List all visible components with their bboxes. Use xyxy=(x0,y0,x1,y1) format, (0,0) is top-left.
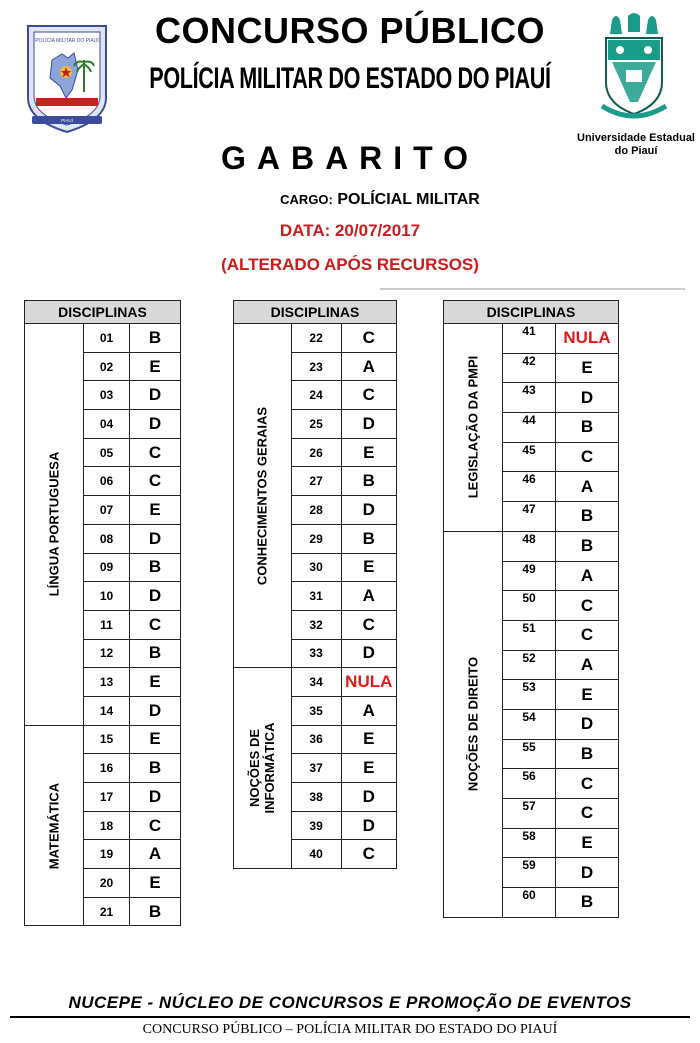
discipline-cell xyxy=(234,668,292,869)
page-subtitle: POLÍCIA MILITAR DO ESTADO DO PIAUÍ xyxy=(149,62,551,95)
question-number: 11 xyxy=(84,610,130,639)
answer-row xyxy=(234,668,397,697)
question-number: 04 xyxy=(84,410,130,439)
page-title: CONCURSO PÚBLICO xyxy=(154,10,545,51)
question-number: 36 xyxy=(291,725,341,754)
gabarito-heading: GABARITO xyxy=(220,140,480,176)
answer-value: NULA xyxy=(341,668,396,697)
answer-value: C xyxy=(130,438,181,467)
discipline-cell xyxy=(25,725,84,926)
answer-value: B xyxy=(130,324,181,353)
discipline-name: LEGISLAÇÃO DA PMPI xyxy=(465,356,481,499)
question-number: 54 xyxy=(503,709,556,739)
answer-value: D xyxy=(341,639,396,668)
discipline-name: NOÇÕES DE INFORMÁTICA xyxy=(247,722,278,814)
question-number: 10 xyxy=(84,582,130,611)
question-number: 16 xyxy=(84,754,130,783)
answer-value: E xyxy=(556,680,619,710)
answer-value: E xyxy=(130,725,181,754)
answer-row xyxy=(444,531,619,561)
answer-value: A xyxy=(341,582,396,611)
question-number: 18 xyxy=(84,811,130,840)
question-number: 31 xyxy=(291,582,341,611)
question-number: 06 xyxy=(84,467,130,496)
footer-divider xyxy=(10,1016,690,1018)
question-number: 15 xyxy=(84,725,130,754)
answer-value: D xyxy=(130,783,181,812)
question-number: 45 xyxy=(503,442,556,472)
answer-value: NULA xyxy=(556,324,619,354)
question-number: 44 xyxy=(503,413,556,443)
footer-organization: NUCEPE - NÚCLEO DE CONCURSOS E PROMOÇÃO DE EVENTOS xyxy=(68,993,632,1012)
answer-value: C xyxy=(341,840,396,869)
answer-value: D xyxy=(130,381,181,410)
answer-value: E xyxy=(341,754,396,783)
answer-value: D xyxy=(341,410,396,439)
question-number: 53 xyxy=(503,680,556,710)
answer-value: A xyxy=(556,561,619,591)
answer-value: E xyxy=(130,869,181,898)
cargo-value: POLÍCIAL MILITAR xyxy=(337,191,480,208)
answer-value: D xyxy=(556,709,619,739)
answer-value: C xyxy=(556,620,619,650)
question-number: 02 xyxy=(84,352,130,381)
question-number: 58 xyxy=(503,828,556,858)
question-number: 25 xyxy=(291,410,341,439)
answer-value: D xyxy=(341,496,396,525)
question-number: 47 xyxy=(503,502,556,532)
answer-row xyxy=(25,725,181,754)
question-number: 46 xyxy=(503,472,556,502)
answer-row xyxy=(25,324,181,353)
answer-value: E xyxy=(130,668,181,697)
question-number: 49 xyxy=(503,561,556,591)
discipline-cell xyxy=(444,531,503,917)
question-number: 19 xyxy=(84,840,130,869)
answer-value: B xyxy=(556,413,619,443)
question-number: 14 xyxy=(84,696,130,725)
question-number: 29 xyxy=(291,524,341,553)
question-number: 41 xyxy=(503,324,556,354)
question-number: 42 xyxy=(503,353,556,383)
question-number: 13 xyxy=(84,668,130,697)
answer-value: D xyxy=(130,410,181,439)
answer-value: E xyxy=(556,353,619,383)
question-number: 30 xyxy=(291,553,341,582)
question-number: 22 xyxy=(291,324,341,353)
discipline-name: LÍNGUA PORTUGUESA xyxy=(46,451,62,597)
cargo-line xyxy=(0,191,700,209)
university-name: Universidade Estadual do Piauí xyxy=(577,132,695,157)
question-number: 21 xyxy=(84,897,130,926)
question-number: 07 xyxy=(84,496,130,525)
question-number: 09 xyxy=(84,553,130,582)
question-number: 51 xyxy=(503,620,556,650)
answer-table-1 xyxy=(24,300,181,926)
answer-value: B xyxy=(556,739,619,769)
discipline-name: CONHECIMENTOS GERAIAS xyxy=(254,406,270,585)
answer-value: E xyxy=(130,352,181,381)
discipline-name: MATEMÁTICA xyxy=(46,782,62,869)
question-number: 37 xyxy=(291,754,341,783)
answer-table-3 xyxy=(443,300,619,918)
answer-value: B xyxy=(556,502,619,532)
answer-value: D xyxy=(130,582,181,611)
answer-value: C xyxy=(341,381,396,410)
answer-value: A xyxy=(556,472,619,502)
question-number: 17 xyxy=(84,783,130,812)
question-number: 05 xyxy=(84,438,130,467)
question-number: 50 xyxy=(503,591,556,621)
answer-value: B xyxy=(130,553,181,582)
answer-value: E xyxy=(341,725,396,754)
answer-row xyxy=(444,324,619,354)
answer-value: D xyxy=(556,858,619,888)
answer-value: C xyxy=(341,324,396,353)
question-number: 24 xyxy=(291,381,341,410)
answer-table-2 xyxy=(233,300,397,869)
question-number: 48 xyxy=(503,531,556,561)
question-number: 55 xyxy=(503,739,556,769)
discipline-name: NOÇÕES DE DIREITO xyxy=(465,657,481,792)
question-number: 59 xyxy=(503,858,556,888)
discipline-cell xyxy=(25,324,84,726)
question-number: 32 xyxy=(291,610,341,639)
question-number: 38 xyxy=(291,783,341,812)
answer-value: D xyxy=(130,696,181,725)
cargo-label: CARGO: xyxy=(280,192,333,207)
question-number: 23 xyxy=(291,352,341,381)
question-number: 08 xyxy=(84,524,130,553)
disciplinas-header: DISCIPLINAS xyxy=(444,301,619,324)
answer-value: C xyxy=(556,769,619,799)
answer-value: C xyxy=(556,799,619,829)
answer-value: E xyxy=(556,828,619,858)
question-number: 28 xyxy=(291,496,341,525)
question-number: 60 xyxy=(503,888,556,918)
question-number: 01 xyxy=(84,324,130,353)
question-number: 12 xyxy=(84,639,130,668)
answer-value: C xyxy=(130,610,181,639)
answer-value: A xyxy=(130,840,181,869)
question-number: 40 xyxy=(291,840,341,869)
footer-concurso: CONCURSO PÚBLICO – POLÍCIA MILITAR DO ESTADO DO PIAUÍ xyxy=(142,1022,558,1037)
answer-value: D xyxy=(341,783,396,812)
answer-value: D xyxy=(556,383,619,413)
answer-value: B xyxy=(556,531,619,561)
disciplinas-header: DISCIPLINAS xyxy=(234,301,397,324)
answer-value: A xyxy=(341,696,396,725)
question-number: 03 xyxy=(84,381,130,410)
answer-value: B xyxy=(341,524,396,553)
discipline-cell xyxy=(444,324,503,532)
answer-value: C xyxy=(556,591,619,621)
question-number: 57 xyxy=(503,799,556,829)
question-number: 20 xyxy=(84,869,130,898)
answer-value: B xyxy=(130,897,181,926)
svg-text:POLÍCIA MILITAR DO PIAUÍ: POLÍCIA MILITAR DO PIAUÍ xyxy=(35,38,99,44)
answer-row xyxy=(234,324,397,353)
answer-value: A xyxy=(341,352,396,381)
answer-value: C xyxy=(556,442,619,472)
answer-value: D xyxy=(130,524,181,553)
answer-value: D xyxy=(341,811,396,840)
question-number: 39 xyxy=(291,811,341,840)
disciplinas-header: DISCIPLINAS xyxy=(25,301,181,324)
answer-value: B xyxy=(130,639,181,668)
question-number: 26 xyxy=(291,438,341,467)
answer-value: E xyxy=(341,553,396,582)
altered-notice: (ALTERADO APÓS RECURSOS) xyxy=(221,255,479,274)
question-number: 27 xyxy=(291,467,341,496)
svg-text:PIAUÍ: PIAUÍ xyxy=(61,118,73,123)
exam-date: DATA: 20/07/2017 xyxy=(279,221,421,240)
question-number: 52 xyxy=(503,650,556,680)
question-number: 56 xyxy=(503,769,556,799)
question-number: 43 xyxy=(503,383,556,413)
answer-value: C xyxy=(341,610,396,639)
question-number: 35 xyxy=(291,696,341,725)
question-number: 33 xyxy=(291,639,341,668)
header-divider xyxy=(380,288,685,290)
answer-value: E xyxy=(341,438,396,467)
answer-value: B xyxy=(556,888,619,918)
question-number: 34 xyxy=(291,668,341,697)
answer-value: C xyxy=(130,467,181,496)
answer-value: E xyxy=(130,496,181,525)
answer-value: B xyxy=(341,467,396,496)
discipline-cell xyxy=(234,324,292,668)
answer-value: A xyxy=(556,650,619,680)
answer-value: C xyxy=(130,811,181,840)
answer-value: B xyxy=(130,754,181,783)
